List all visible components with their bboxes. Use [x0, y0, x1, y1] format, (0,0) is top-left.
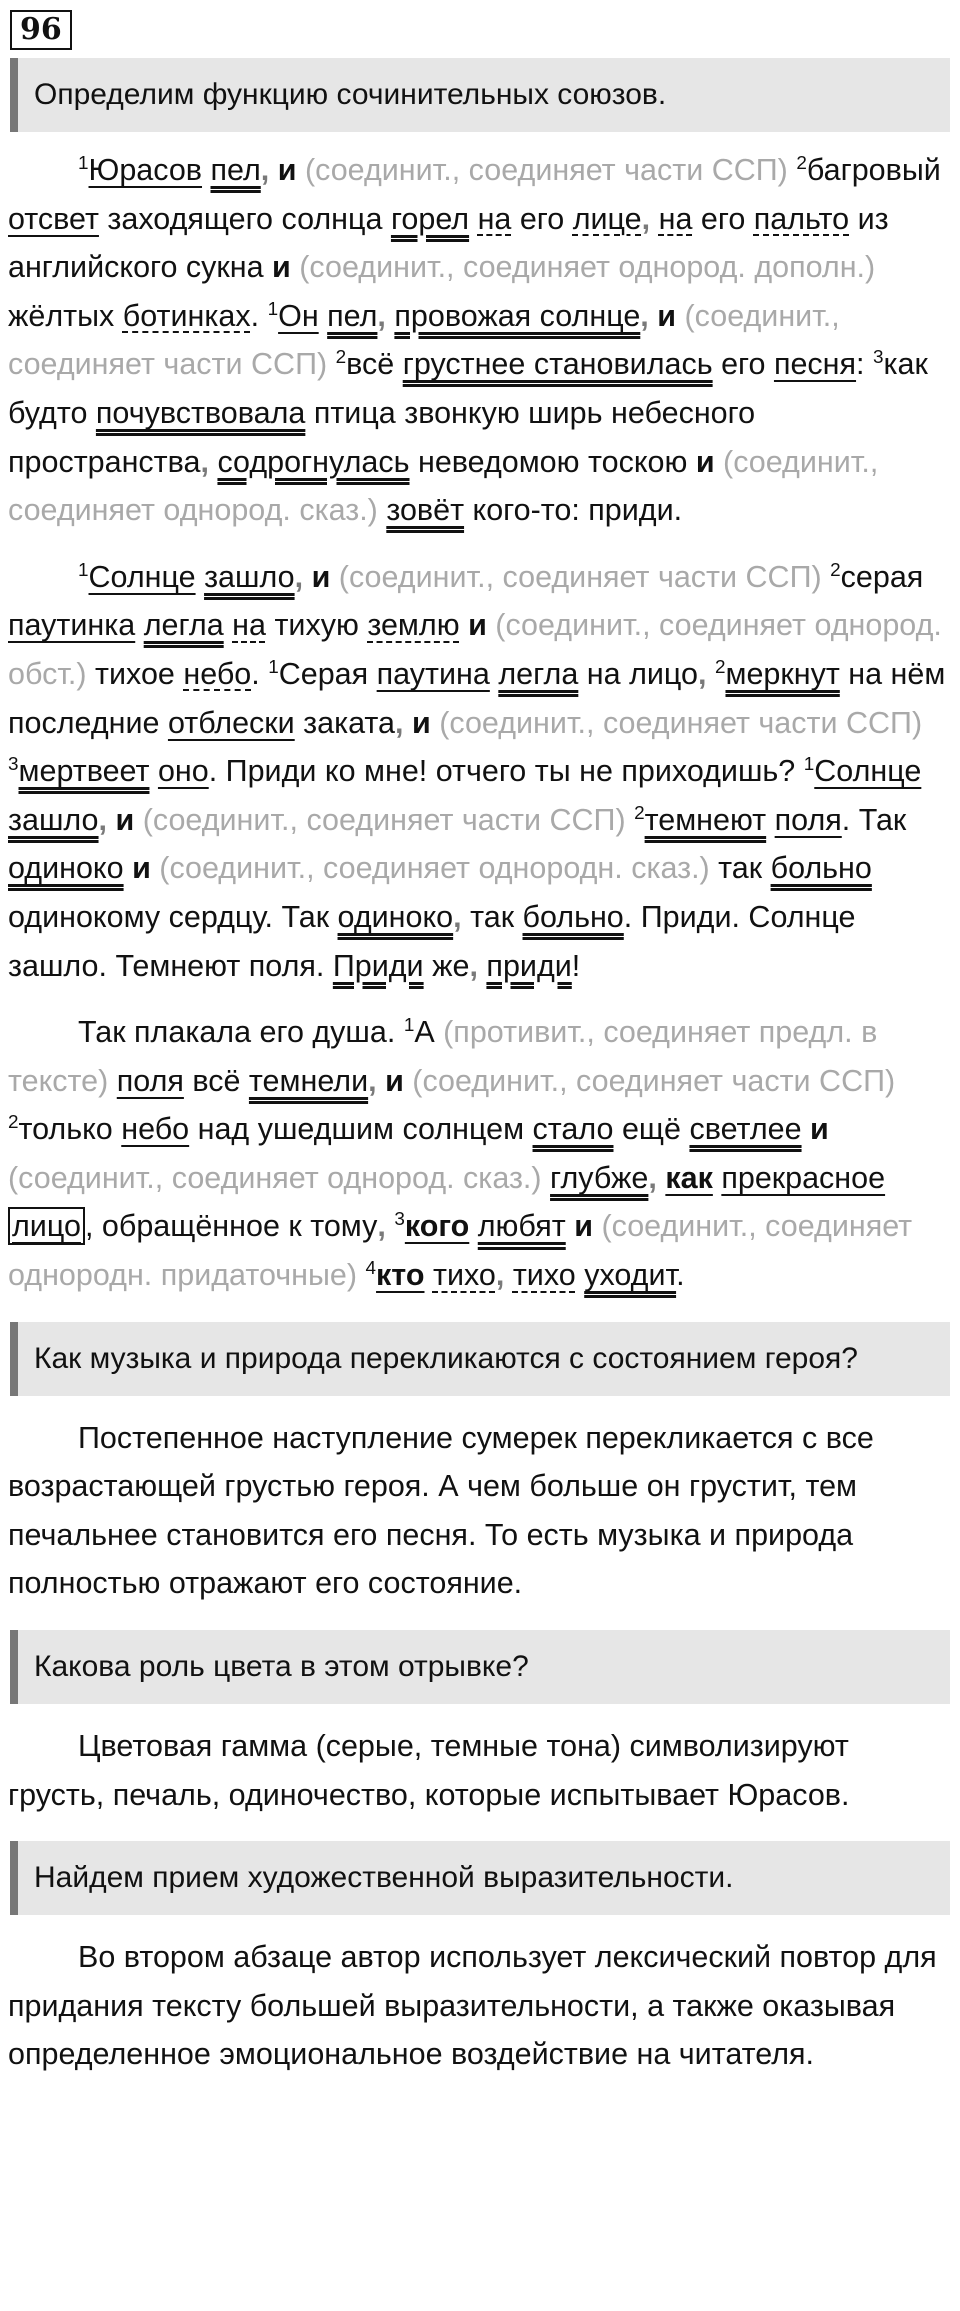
text: ещё: [613, 1112, 690, 1147]
text: заходящего солнца: [98, 201, 391, 236]
comma: ,: [640, 298, 649, 333]
adverbial: землю: [367, 608, 460, 643]
task-number: [8, 10, 952, 50]
text: [566, 1209, 574, 1243]
subject: поля: [116, 1063, 184, 1098]
text: так: [709, 851, 771, 886]
annotation: (соединит., соединяет части ССП): [296, 153, 788, 187]
clause-number: 1: [403, 1014, 415, 1036]
text: тихое: [86, 656, 184, 691]
comma: ,: [200, 444, 209, 479]
predicate: пел: [210, 153, 261, 187]
conjunction: и: [412, 705, 431, 740]
question-block: Определим функцию сочинительных союзов.: [10, 58, 950, 132]
predicate: легла: [143, 608, 224, 643]
text: [542, 1161, 550, 1195]
comma: ,: [377, 1209, 386, 1244]
comma: ,: [377, 298, 386, 333]
clause-number: 3: [8, 753, 19, 775]
task-number-box: 96: [10, 10, 72, 50]
clause-number: 2: [714, 656, 726, 678]
subject: поля: [774, 802, 842, 837]
text: [149, 754, 157, 788]
predicate: грустнее становилась: [402, 347, 713, 382]
text: . Так: [841, 802, 907, 837]
predicate: больно: [522, 899, 624, 934]
comma: ,: [495, 1258, 505, 1293]
text: [460, 608, 468, 642]
predicate: одиноко: [337, 899, 454, 934]
subject: Юрасов: [88, 153, 203, 187]
annotation: (соединит., соединяет однород. сказ.): [8, 1160, 542, 1195]
predicate: Приди: [332, 948, 424, 983]
comma: ,: [641, 201, 651, 236]
adverbial: на: [232, 608, 266, 643]
annotation: (соединит., соединяет части ССП): [430, 705, 923, 740]
annotation: (соединит., соединяет части ССП): [134, 802, 626, 837]
predicate: содрогнулась: [217, 444, 410, 479]
conjunction: и: [468, 608, 487, 643]
comma: ,: [648, 1160, 657, 1195]
annotation: (соединит., соединяет однород. сказ.): [8, 444, 879, 528]
text: Так плакала его душа.: [78, 1015, 404, 1050]
text: его: [511, 201, 573, 236]
predicate: одиноко: [8, 851, 124, 886]
subject: оно: [157, 754, 209, 789]
subject: отблески: [167, 705, 295, 740]
text: [424, 1258, 432, 1292]
subject: паутинка: [8, 608, 136, 643]
text: же: [423, 948, 470, 983]
conjunction: и: [132, 851, 151, 886]
text: заката: [294, 705, 396, 740]
text: [269, 153, 277, 187]
comma: ,: [453, 899, 462, 934]
text: [319, 299, 327, 333]
conjunction: и: [311, 559, 331, 594]
answer-paragraph: Во втором абзаце автор использует лексический повтор для придания тексту большей выразительности, а также оказывая определенное эмоциональное воздействие на читателя.: [8, 1940, 937, 2072]
comma: ,: [368, 1063, 377, 1098]
subject: Солнце: [88, 559, 196, 594]
predicate: приди: [486, 948, 572, 983]
comparison-conjunction: как: [665, 1160, 713, 1195]
text: [469, 1209, 477, 1243]
answer-paragraph: Цветовая гамма (серые, темные тона) символизируют грусть, печаль, одиночество, которые испытывает Юрасов.: [8, 1729, 850, 1812]
text: над ушедшим солнцем: [189, 1112, 533, 1147]
text: на нём последние: [8, 656, 946, 740]
predicate: зашло: [204, 559, 295, 594]
text-paragraph-2: [8, 553, 952, 990]
text: [504, 1258, 512, 1292]
text: [327, 347, 335, 381]
conjunction: и: [272, 250, 291, 285]
question-block: Какова роль цвета в этом отрывке?: [10, 1630, 950, 1704]
predicate: провожая солнце: [394, 298, 641, 333]
subject: небо: [121, 1112, 190, 1147]
conjunction: и: [574, 1209, 593, 1244]
text: одинокому сердцу. Так: [8, 899, 338, 934]
predicate: темнели: [248, 1063, 369, 1098]
text: [196, 560, 204, 594]
text: .: [676, 1258, 685, 1293]
clause-number: 2: [8, 1112, 19, 1134]
text: [303, 560, 311, 594]
text: [224, 608, 232, 642]
predicate: уходит: [584, 1258, 677, 1293]
text: его: [712, 347, 774, 382]
text: багровый: [806, 153, 941, 187]
text: [135, 608, 143, 642]
text: жёлтых: [8, 298, 123, 333]
conjunction: и: [115, 802, 135, 837]
text: на лицо: [578, 656, 698, 691]
text-paragraph-3: [8, 1008, 952, 1300]
text: всё: [346, 347, 403, 382]
text: [377, 1064, 385, 1098]
text: , обращённое к тому: [84, 1209, 378, 1244]
annotation: (соединит., соединяет однородн. придаточные): [8, 1209, 913, 1293]
text: :: [856, 347, 873, 382]
text: [649, 299, 657, 333]
boxed-word: лицо: [8, 1207, 85, 1245]
conjunction: и: [657, 298, 677, 333]
annotation: (соединит., соединяет части ССП): [403, 1063, 896, 1098]
conjunction: и: [695, 444, 715, 479]
conjunction: и: [810, 1112, 829, 1147]
predicate: зашло: [8, 802, 99, 837]
text: [469, 202, 477, 236]
predicate: любят: [477, 1209, 566, 1244]
comma: ,: [294, 559, 304, 594]
conjunction: и: [385, 1063, 404, 1098]
adverbial: лице: [572, 201, 642, 236]
predicate: больно: [770, 851, 872, 886]
text: его: [692, 201, 754, 236]
text: из английского сукна: [8, 201, 889, 285]
clause-number: 2: [335, 347, 347, 369]
annotation: (соединит., соединяет однород. обст.): [8, 608, 942, 691]
clause-number: 1: [268, 656, 279, 678]
annotation: (противит., соединяет предл. в тексте): [8, 1015, 878, 1098]
text: [626, 803, 634, 837]
text: как будто: [8, 347, 928, 430]
text: [404, 706, 412, 740]
clause-number: 4: [365, 1257, 377, 1279]
text: птица звонкую ширь небесного пространства: [8, 395, 756, 479]
text: [108, 1064, 116, 1098]
annotation: (соединит., соединяет части ССП): [8, 298, 840, 382]
clause-number: 2: [796, 152, 807, 174]
text: так: [461, 899, 523, 934]
annotation: (соединит., соединяет однород. дополн.): [290, 250, 876, 285]
adverbial: тихо: [432, 1258, 496, 1293]
subject: паутина: [376, 656, 490, 691]
predicate: светлее: [689, 1112, 802, 1147]
question-block: Найдем прием художественной выразительности.: [10, 1841, 950, 1915]
text: [357, 1258, 365, 1292]
conjunctive-word: кого: [404, 1209, 470, 1244]
predicate: пел: [327, 298, 378, 333]
text: [576, 1258, 584, 1292]
subject: Солнце: [814, 754, 922, 789]
annotation: (соединит., соединяет части ССП): [330, 559, 822, 594]
text: только: [18, 1112, 122, 1147]
adverbial: тихо: [512, 1258, 576, 1293]
annotation: (соединит., соединяет однородн. сказ.): [150, 851, 710, 886]
adverbial: пальто: [753, 201, 850, 236]
predicate: меркнут: [725, 656, 840, 691]
subject: Он: [278, 298, 319, 333]
clause-number: 3: [873, 347, 884, 369]
text: [124, 851, 132, 885]
clause-number: 1: [78, 559, 89, 581]
adverbial: на: [658, 201, 693, 236]
text: А: [414, 1015, 435, 1050]
conjunction: и: [277, 153, 297, 187]
adverbial: на: [477, 201, 512, 236]
comparison: прекрасное: [721, 1160, 886, 1195]
text: .: [251, 656, 269, 691]
text: серая: [840, 559, 924, 594]
conjunctive-word: кто: [376, 1258, 425, 1293]
predicate: стало: [532, 1112, 614, 1147]
comma: ,: [260, 153, 270, 187]
text: !: [571, 948, 581, 983]
text: [706, 657, 714, 691]
text: [802, 1112, 810, 1146]
text: неведомою тоскою: [409, 444, 696, 479]
comma: ,: [98, 802, 108, 837]
predicate: почувствовала: [95, 395, 306, 430]
text: [650, 202, 658, 236]
subject: песня: [773, 347, 857, 382]
clause-number: 1: [78, 152, 89, 174]
clause-number: 2: [830, 559, 841, 581]
answer-paragraph: Постепенное наступление сумерек перекликается с все возрастающей грустью героя. А чем больше он грустит, тем печальнее становится его песня. То есть музыка и природа полностью отражают его состояние.: [8, 1420, 874, 1601]
text: кого-то: приди.: [464, 493, 683, 528]
clause-number: 2: [634, 802, 645, 824]
clause-number: 1: [267, 298, 279, 320]
text: всё: [183, 1063, 249, 1098]
predicate: зовёт: [386, 493, 465, 528]
predicate: глубже: [550, 1160, 649, 1195]
predicate: горел: [390, 201, 470, 236]
predicate: мертвеет: [18, 754, 150, 789]
adverbial: ботинках: [122, 298, 251, 333]
clause-number: 1: [803, 753, 815, 775]
predicate: темнеют: [644, 802, 767, 837]
comma: ,: [395, 705, 404, 740]
predicate: легла: [498, 656, 579, 691]
text: . Приди ко мне! отчего ты не приходишь?: [208, 754, 804, 789]
clause-number: 3: [394, 1209, 405, 1231]
text: [107, 803, 115, 837]
text: тихую: [265, 608, 368, 643]
text: [766, 803, 774, 837]
text: Серая: [278, 656, 377, 691]
comma: ,: [698, 656, 707, 691]
text-paragraph-1: [8, 146, 952, 535]
text: .: [250, 298, 268, 333]
question-block: Как музыка и природа перекликаются с состоянием героя?: [10, 1322, 950, 1396]
comma: ,: [469, 948, 478, 983]
text: . Приди. Солнце зашло. Темнеют поля.: [8, 899, 856, 983]
subject: отсвет: [8, 201, 99, 236]
adverbial: небо: [183, 656, 252, 691]
